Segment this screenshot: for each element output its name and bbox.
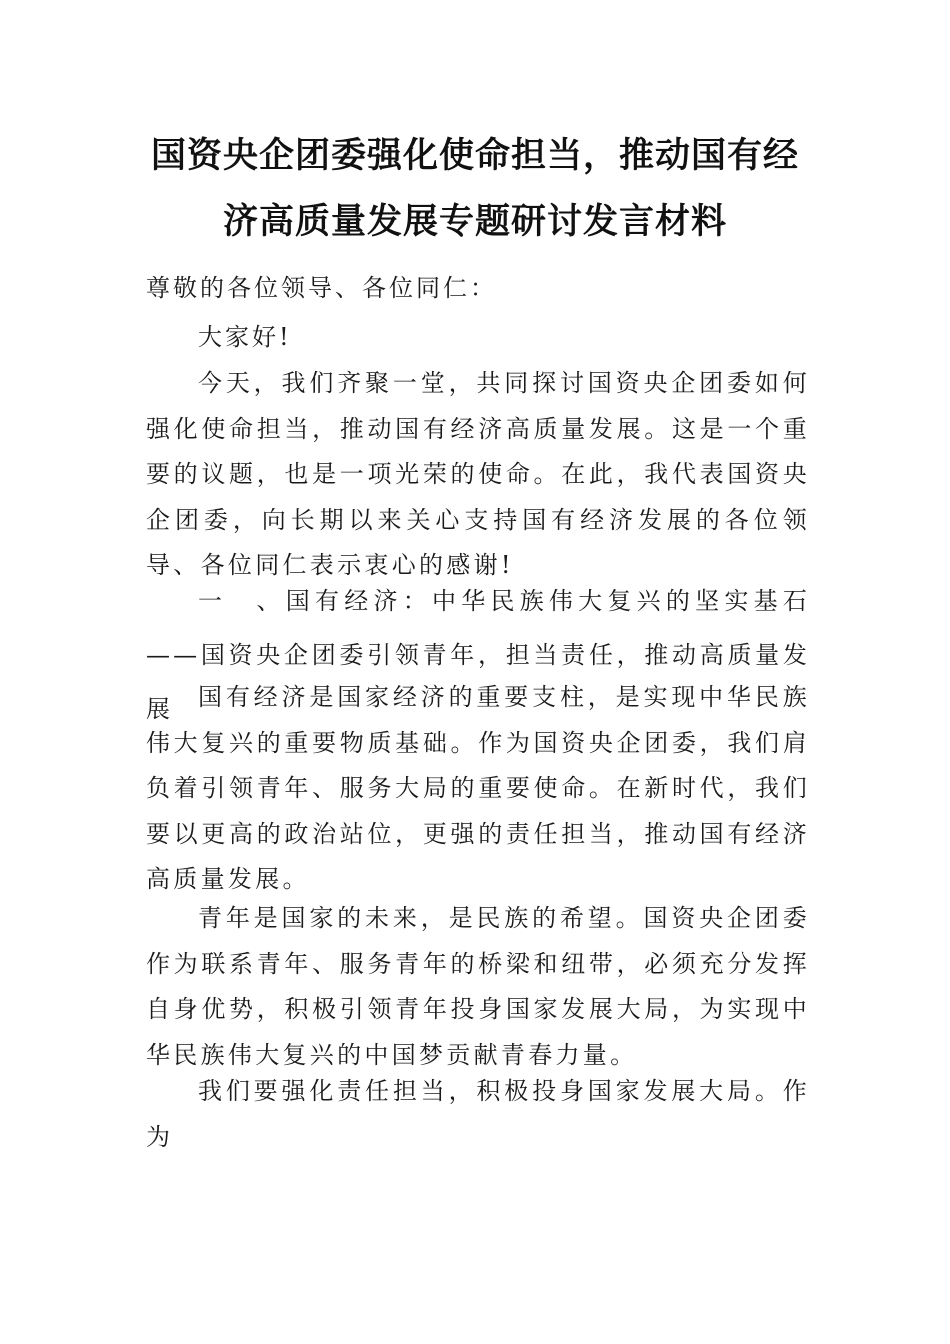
paragraph-opening: 今天，我们齐聚一堂，共同探讨国资央企团委如何强化使命担当，推动国有经济高质量发展。这是一个重要的议题，也是一项光荣的使命。在此，我代表国资央企团委，向长期以来关心支持国有经济发展的各位领导、各位同仁表示衷心的感谢! (146, 369, 810, 579)
document-title-line-1: 国资央企团委强化使命担当，推动国有经 (150, 136, 799, 176)
paragraph-state-economy: 国有经济是国家经济的重要支柱，是实现中华民族伟大复兴的重要物质基础。作为国资央企团委，我们肩负着引领青年、服务大局的重要使命。在新时代，我们要以更高的政治站位，更强的责任担当，推动国有经济高质量发展。 (146, 683, 810, 893)
document-title-line-2: 济高质量发展专题研讨发言材料 (222, 202, 727, 242)
salutation: 尊敬的各位领导、各位同仁： (146, 274, 497, 302)
paragraph-responsibility: 我们要强化责任担当，积极投身国家发展大局。作为 (146, 1077, 810, 1151)
greeting: 大家好! (198, 323, 292, 351)
paragraph-youth: 青年是国家的未来，是民族的希望。国资央企团委作为联系青年、服务青年的桥梁和纽带，必须充分发挥自身优势，积极引领青年投身国家发展大局，为实现中华民族伟大复兴的中国梦贡献青春力量。 (146, 904, 810, 1069)
section-heading-1: 一 、国有经济：中华民族伟大复兴的坚实基石——国资央企团委引领青年，担当责任，推动高质量发展 (146, 587, 810, 723)
